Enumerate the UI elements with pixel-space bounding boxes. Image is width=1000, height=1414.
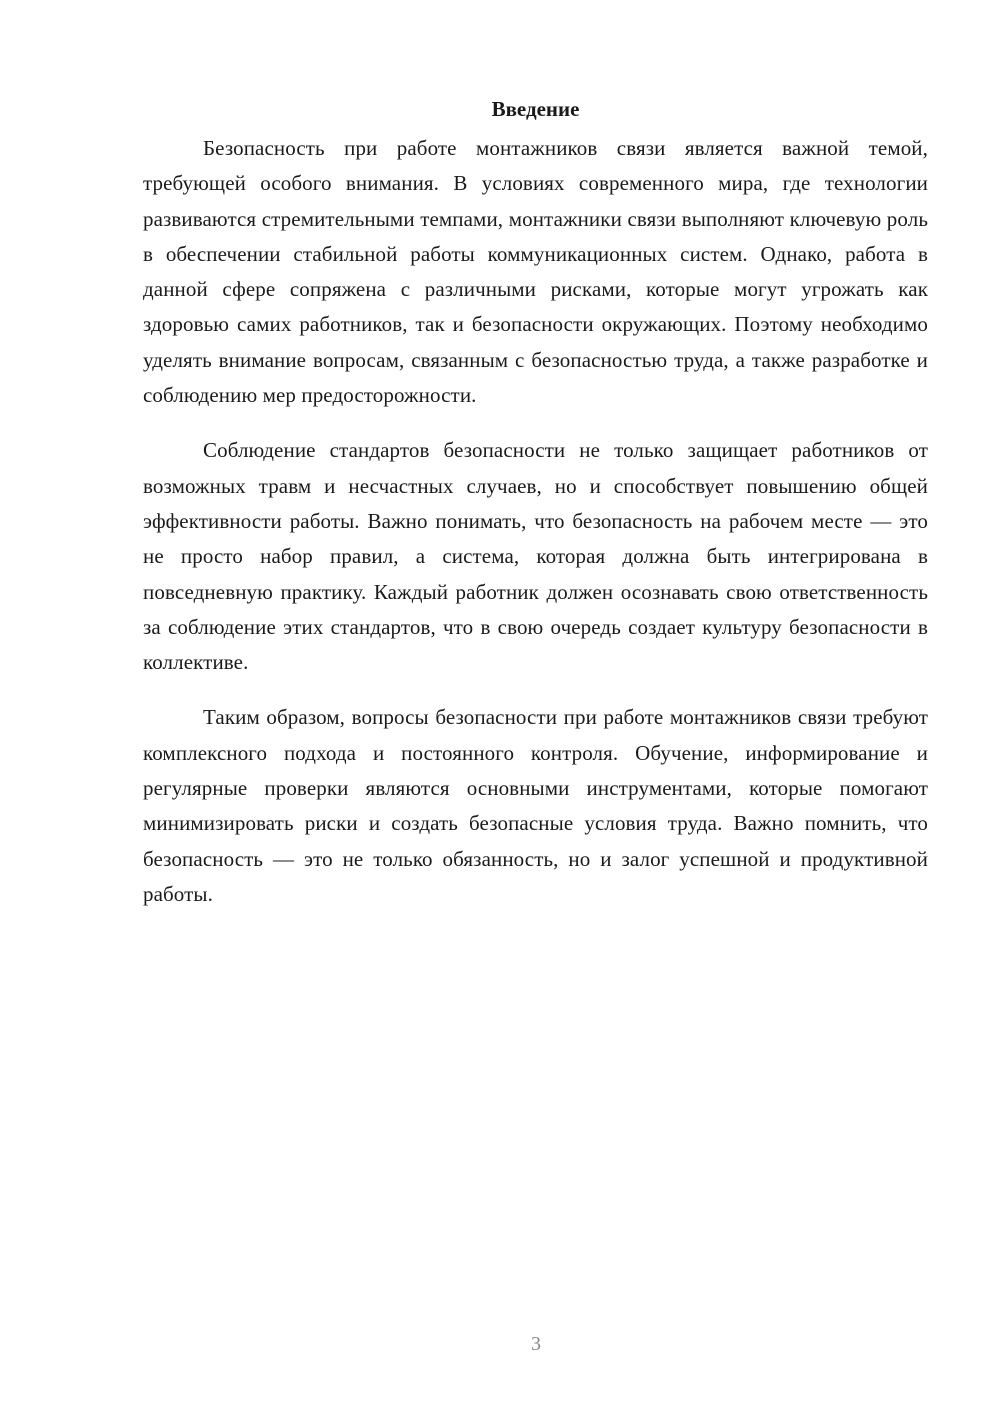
document-body <box>143 92 928 932</box>
paragraph-standards: Соблюдение стандартов безопасности не только защищает работников от возможных травм и несчастных случаев, но и способствует повышению общей эффективности работы. Важно понимать, что безопасность на рабочем месте — это не просто набор правил, а система, которая должна быть интегрирована в повседневную практику. Каждый работник должен осознавать свою ответственность за соблюдение этих стандартов, что в свою очередь создает культуру безопасности в коллективе. <box>143 438 928 675</box>
paragraph-intro: Безопасность при работе монтажников связи является важной темой, требующей особого внимания. В условиях современного мира, где технологии развиваются стремительными темпами, монтажники связи выполняют ключевую роль в обеспечении стабильной работы коммуникационных систем. Однако, работа в данной сфере сопряжена с различными рисками, которые могут угрожать как здоровью самих работников, так и безопасности окружающих. Поэтому необходимо уделять внимание вопросам, связанным с безопасностью труда, а также разработке и соблюдению мер предосторожности. <box>143 136 928 408</box>
paragraph-conclusion: Таким образом, вопросы безопасности при работе монтажников связи требуют комплексного подхода и постоянного контроля. Обучение, информирование и регулярные проверки являются основными инструментами, которые помогают минимизировать риски и создать безопасные условия труда. Важно помнить, что безопасность — это не только обязанность, но и залог успешной и продуктивной работы. <box>143 705 928 906</box>
document-title: Введение <box>491 97 580 121</box>
page-number: 3 <box>531 1333 541 1355</box>
